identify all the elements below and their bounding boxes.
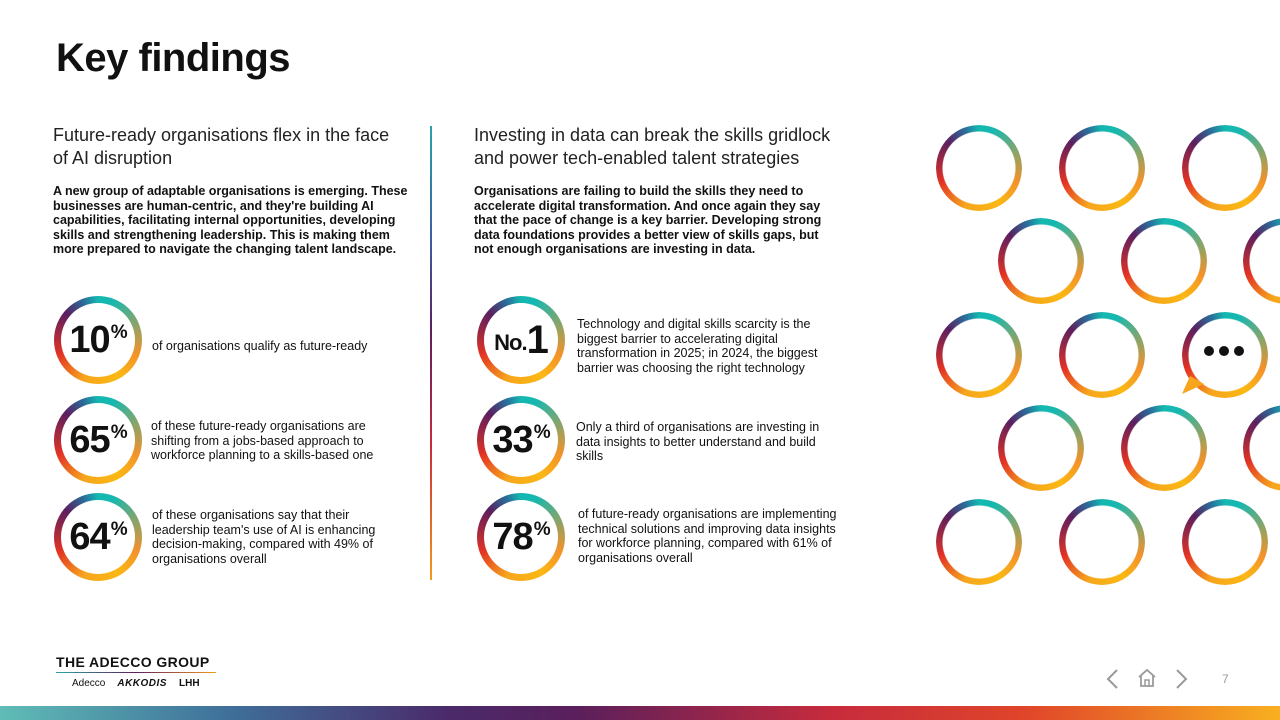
decorative-ring	[998, 218, 1084, 304]
left-column-body: A new group of adaptable organisations is emerging. These businesses are human-centric, and they're building AI capabilities, facilitating internal opportunities, developing skills and strengthening leadership. This is making them more prepared to navigate the changing talent landscape.	[53, 184, 408, 256]
decorative-ring	[936, 125, 1022, 211]
stat-value: 78 %	[492, 516, 550, 558]
column-divider	[430, 126, 432, 580]
stat-value: 33 %	[492, 419, 550, 461]
decorative-ring	[1059, 125, 1145, 211]
stat-ring	[54, 396, 142, 484]
stat-ring	[54, 493, 142, 581]
decorative-ring	[936, 499, 1022, 585]
decorative-ring	[1182, 499, 1268, 585]
stat-ring	[477, 296, 565, 384]
page-title: Key findings	[56, 36, 291, 80]
stat-description: of organisations qualify as future-ready	[152, 339, 368, 353]
stat-ring	[477, 396, 565, 484]
bottom-gradient-bar	[0, 706, 1280, 720]
stat-description: of these future-ready organisations are shifting from a jobs-based approach to workforce planning to a skills-based one	[151, 419, 374, 462]
left-column-heading-wrap	[53, 124, 393, 170]
brand-adecco: Adecco	[72, 678, 106, 689]
decorative-ring	[1121, 405, 1207, 491]
stat-value: 64 %	[69, 516, 127, 558]
page-number: 7	[1222, 672, 1229, 686]
home-icon[interactable]	[1137, 668, 1157, 688]
decorative-ring	[936, 312, 1022, 398]
stat-description: Technology and digital skills scarcity is the biggest barrier to accelerating digital transformation in 2025; in 2024, the biggest barrier was choosing the right technology	[577, 317, 818, 375]
logo-divider	[56, 672, 216, 673]
right-column-heading-wrap	[474, 124, 854, 170]
ellipsis-icon	[1204, 346, 1244, 356]
brand-akkodis: AKKODIS	[117, 678, 167, 689]
decorative-ring	[1059, 499, 1145, 585]
speech-bubble-tail-icon	[1180, 376, 1206, 396]
right-column-body: Organisations are failing to build the skills they need to accelerate digital transformation. And once again they say that the pace of change is a key barrier. Developing strong data foundations provides a better view of skills gaps, but not enough organisations are investing in data.	[474, 184, 822, 256]
left-column-heading: Future-ready organisations flex in the face of AI disruption	[53, 125, 390, 168]
stat-value: 10 %	[69, 319, 127, 361]
decorative-ring	[1121, 218, 1207, 304]
company-logo: THE ADECCO GROUP	[56, 654, 210, 670]
brand-logos	[72, 678, 200, 689]
decorative-ring	[1243, 218, 1280, 304]
stat-ring	[477, 493, 565, 581]
chevron-left-icon[interactable]	[1104, 668, 1120, 690]
stat-ring	[54, 296, 142, 384]
stat-description: of these organisations say that their leadership team's use of AI is enhancing decision-making, compared with 49% of organisations overall	[152, 508, 376, 566]
right-column-body-wrap	[474, 184, 824, 257]
decorative-ring	[998, 405, 1084, 491]
stat-description: of future-ready organisations are implementing technical solutions and improving data insights for workforce planning, compared with 61% of organisations overall	[578, 507, 837, 565]
left-column-body-wrap	[53, 184, 413, 257]
stat-description: Only a third of organisations are investing in data insights to better understand and build skills	[576, 420, 820, 463]
decorative-ring	[1243, 405, 1280, 491]
decorative-ring	[1182, 125, 1268, 211]
stat-value: No. 1	[494, 318, 548, 362]
brand-lhh: LHH	[178, 678, 200, 689]
stat-value: 65 %	[69, 419, 127, 461]
right-column-heading: Investing in data can break the skills gridlock and power tech-enabled talent strategies	[474, 125, 831, 168]
chevron-right-icon[interactable]	[1174, 668, 1190, 690]
decorative-ring	[1059, 312, 1145, 398]
